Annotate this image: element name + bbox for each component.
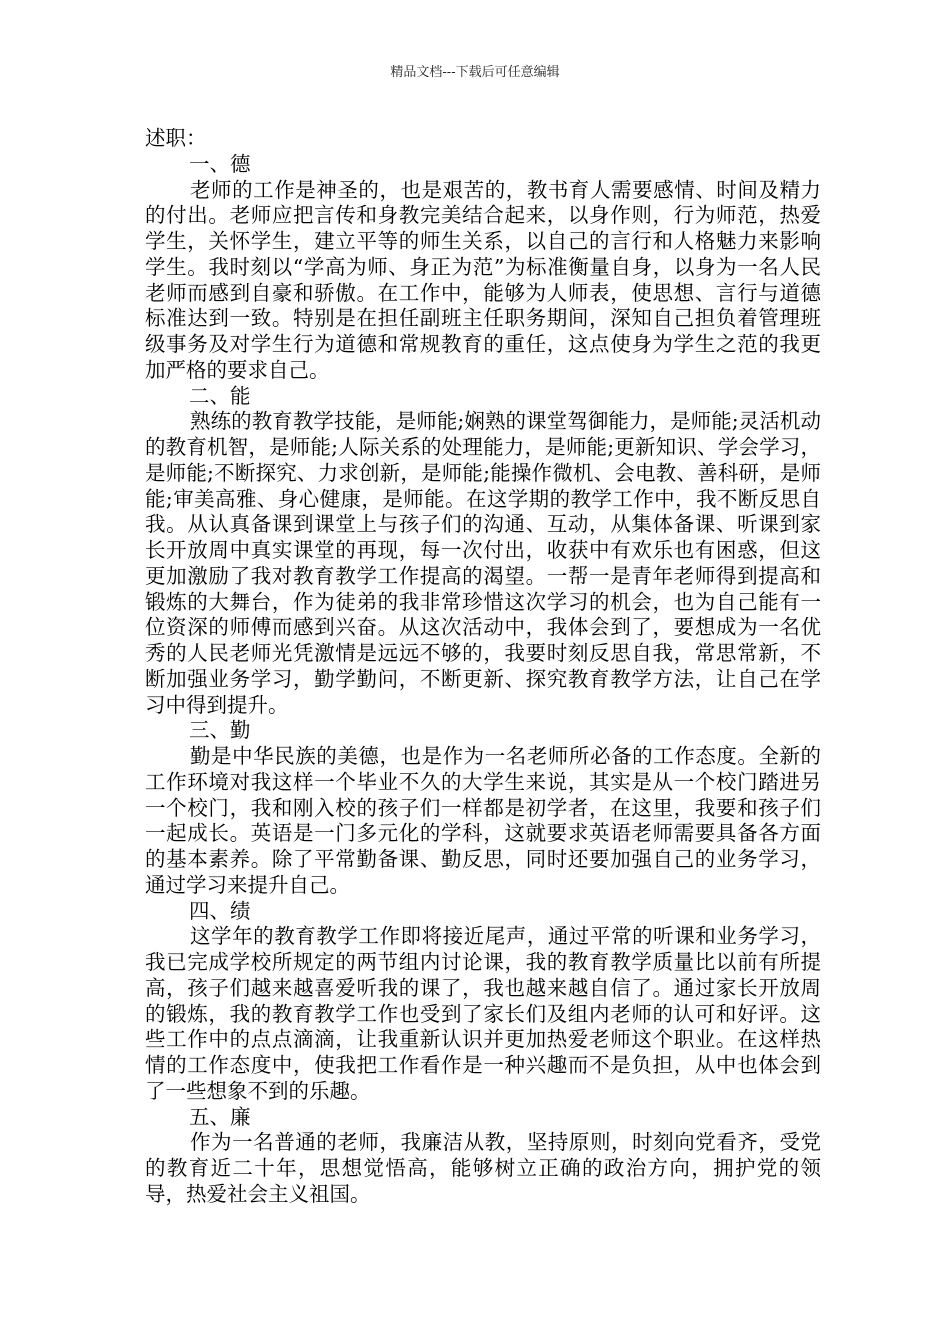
section-heading-lian: 五、廉: [189, 1104, 251, 1129]
document-body: [145, 126, 821, 1208]
section-body-ji: 这学年的教育教学工作即将接近尾声，通过平常的听课和业务学习，我已完成学校所规定的两节组内讨论课，我的教育教学质量比以前有所提高，孩子们越来越喜爱听我的课了，我也越来越自信了。通过家长开放周的锻炼，我的教育教学工作也受到了家长们及组内老师的认可和好评。这些工作中的点点滴滴，让我重新认识并更加热爱老师这个职业。在这样热情的工作态度中，使我把工作看作是一种兴趣而不是负担，从中也体会到了一些想象不到的乐趣。: [145, 924, 821, 1103]
section-heading-qin: 三、勤: [189, 718, 251, 743]
section-body-qin: 勤是中华民族的美德，也是作为一名老师所必备的工作态度。全新的工作环境对我这样一个毕业不久的大学生来说，其实是从一个校门踏进另一个校门，我和刚入校的孩子们一样都是初学者，在这里，我要和孩子们一起成长。英语是一门多元化的学科，这就要求英语老师需要具备各方面的基本素养。除了平常勤备课、勤反思，同时还要加强自己的业务学习，通过学习来提升自己。: [145, 744, 821, 897]
section-heading-ji: 四、绩: [189, 898, 251, 923]
section-heading-neng: 二、能: [189, 383, 251, 408]
intro-line: 述职：: [145, 126, 207, 150]
section-body-neng: 熟练的教育教学技能，是师能;娴熟的课堂驾御能力，是师能;灵活机动的教育机智，是师能;人际关系的处理能力，是师能;更新知识、学会学习，是师能;不断探究、力求创新，是师能;能操作微机、会电教、善科研，是师能;审美高雅、身心健康，是师能。在这学期的教学工作中，我不断反思自我。从认真备课到课堂上与孩子们的沟通、互动，从集体备课、听课到家长开放周中真实课堂的再现，每一次付出，收获中有欢乐也有困惑，但这更加激励了我对教育教学工作提高的渴望。一帮一是青年老师得到提高和锻炼的大舞台，作为徒弟的我非常珍惜这次学习的机会，也为自己能有一位资深的师傅而感到兴奋。从这次活动中，我体会到了，要想成为一名优秀的人民老师光凭激情是远远不够的，我要时刻反思自我，常思常新，不断加强业务学习，勤学勤问，不断更新、探究教育教学方法，让自己在学习中得到提升。: [145, 409, 821, 717]
section-heading-de: 一、德: [189, 151, 251, 176]
page-header: 精品文档---下载后可任意编辑: [390, 65, 560, 80]
section-body-de: 老师的工作是神圣的，也是艰苦的，教书育人需要感情、时间及精力的付出。老师应把言传和身教完美结合起来，以身作则，行为师范，热爱学生，关怀学生，建立平等的师生关系，以自己的言行和人格魅力来影响学生。我时刻以“学高为师、身正为范”为标准衡量自身，以身为一名人民老师而感到自豪和骄傲。在工作中，能够为人师表，使思想、言行与道德标准达到一致。特别是在担任副班主任职务期间，深知自己担负着管理班级事务及对学生行为道德和常规教育的重任，这点使身为学生之范的我更加严格的要求自己。: [145, 177, 821, 382]
section-body-lian: 作为一名普通的老师，我廉洁从教，坚持原则，时刻向党看齐，受党的教育近二十年，思想觉悟高，能够树立正确的政治方向，拥护党的领导，热爱社会主义祖国。: [145, 1130, 821, 1206]
